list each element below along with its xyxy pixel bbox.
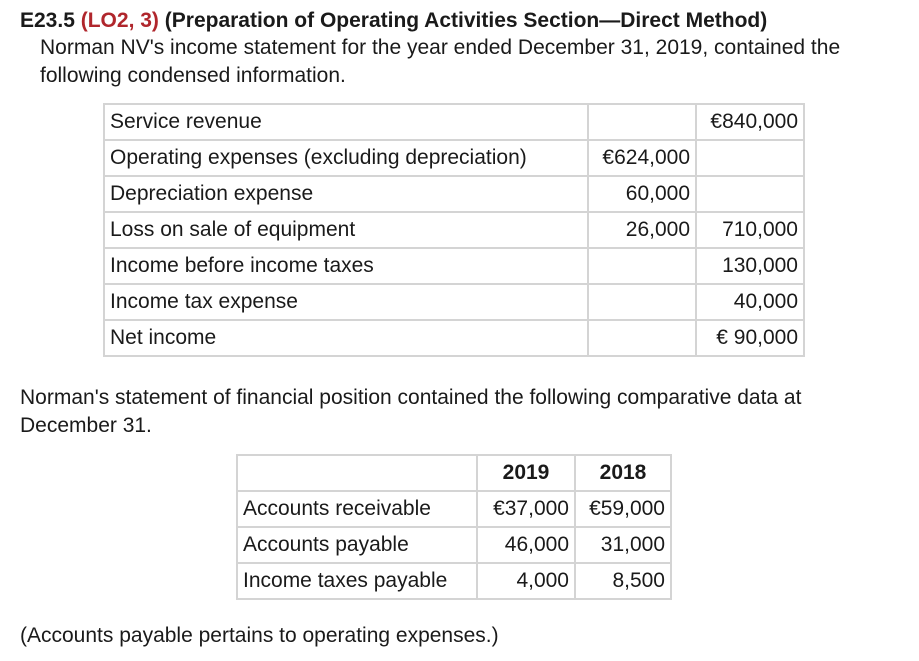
exercise-code: E23.5 [20, 9, 75, 32]
amount-cell: €624,000 [588, 140, 696, 176]
row-label: Accounts payable [237, 527, 477, 563]
row-label: Operating expenses (excluding depreciation) [104, 140, 588, 176]
amount-cell [588, 104, 696, 140]
table-row [104, 212, 804, 248]
row-label: Income before income taxes [104, 248, 588, 284]
header-2018: 2018 [575, 455, 671, 491]
income-statement-table [103, 103, 805, 357]
total-cell: 710,000 [696, 212, 804, 248]
table-header-row [237, 455, 671, 491]
table-row [104, 248, 804, 284]
exercise-heading [20, 8, 767, 34]
table-row [104, 284, 804, 320]
table-row [237, 527, 671, 563]
row-label: Net income [104, 320, 588, 356]
exercise-title: (Preparation of Operating Activities Section—Direct Method) [164, 9, 768, 32]
amount-cell: 26,000 [588, 212, 696, 248]
total-cell: 130,000 [696, 248, 804, 284]
comparative-intro-paragraph: Norman's statement of financial position contained the following comparative data at December 31. [20, 386, 802, 437]
value-2018: 8,500 [575, 563, 671, 599]
row-label: Depreciation expense [104, 176, 588, 212]
row-label: Accounts receivable [237, 491, 477, 527]
amount-cell [588, 284, 696, 320]
value-2018: €59,000 [575, 491, 671, 527]
total-cell: € 90,000 [696, 320, 804, 356]
value-2019: 4,000 [477, 563, 575, 599]
footnote: (Accounts payable pertains to operating expenses.) [20, 624, 499, 647]
amount-cell: 60,000 [588, 176, 696, 212]
total-cell [696, 176, 804, 212]
value-2019: 46,000 [477, 527, 575, 563]
table-row [237, 491, 671, 527]
table-row [104, 176, 804, 212]
total-cell: €840,000 [696, 104, 804, 140]
value-2018: 31,000 [575, 527, 671, 563]
total-cell [696, 140, 804, 176]
row-label: Loss on sale of equipment [104, 212, 588, 248]
value-2019: €37,000 [477, 491, 575, 527]
header-2019: 2019 [477, 455, 575, 491]
row-label: Income tax expense [104, 284, 588, 320]
table-row [104, 140, 804, 176]
comparative-data-table [236, 454, 672, 600]
amount-cell [588, 248, 696, 284]
amount-cell [588, 320, 696, 356]
learning-objectives: (LO2, 3) [80, 9, 159, 32]
row-label: Income taxes payable [237, 563, 477, 599]
table-row [237, 563, 671, 599]
intro-paragraph: Norman NV's income statement for the year ended December 31, 2019, contained the following condensed information. [40, 36, 841, 87]
total-cell: 40,000 [696, 284, 804, 320]
header-blank [237, 455, 477, 491]
row-label: Service revenue [104, 104, 588, 140]
table-row [104, 104, 804, 140]
table-row [104, 320, 804, 356]
